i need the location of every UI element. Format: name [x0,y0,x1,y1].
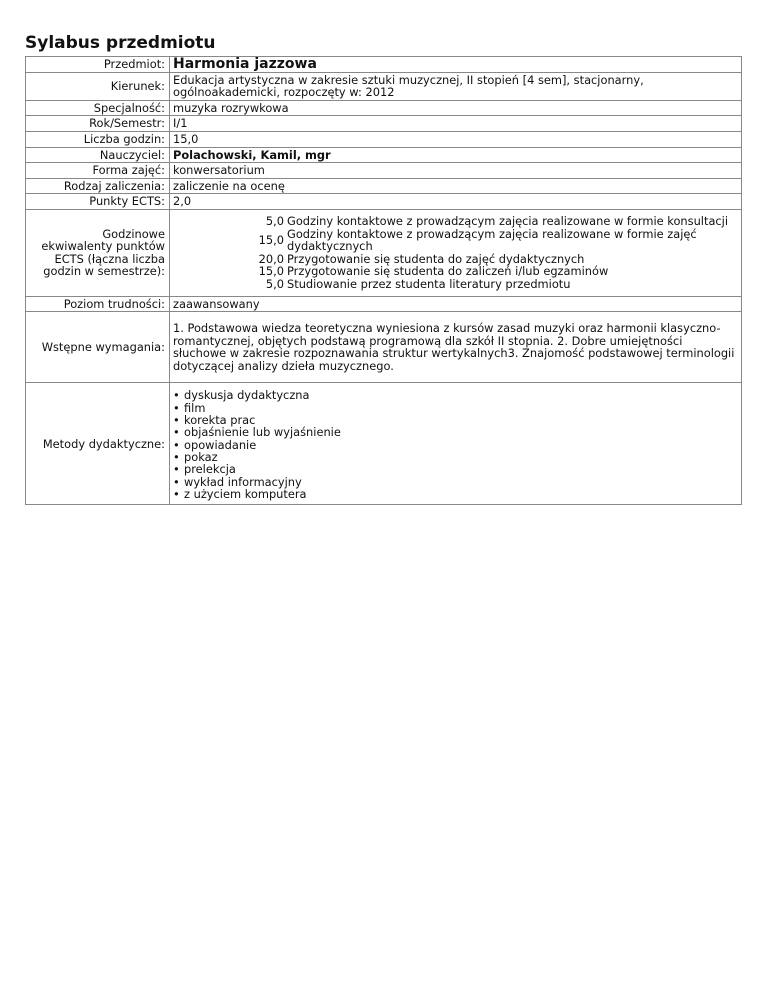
row-punkty-ects [26,194,742,210]
row-liczba-godzin [26,131,742,147]
hours-description: Godziny kontaktowe z prowadzącym zajęcia realizowane w formie zajęć dydaktycznych [287,226,697,254]
list-item: • z użyciem komputera [173,488,737,500]
list-item: • wykład informacyjny [173,476,737,488]
page-title: Sylabus przedmiotu [25,33,216,53]
value-przedmiot: Harmonia jazzowa [170,57,742,73]
row-specjalnosc [26,100,742,116]
hours-description: Studiowanie przez studenta literatury przedmiotu [287,276,571,291]
hours-description: Godziny kontaktowe z prowadzącym zajęcia realizowane w formie konsultacji [287,213,729,228]
list-item: • korekta prac [173,414,737,426]
label-poziom-trudnosci: Poziom trudności: [26,296,170,312]
row-kierunek [26,72,742,100]
value-liczba-godzin: 15,0 [170,131,742,147]
value-rodzaj-zaliczenia: zaliczenie na ocenę [170,178,742,194]
row-przedmiot [26,57,742,73]
list-item: • pokaz [173,451,737,463]
label-metody-dydaktyczne: Metody dydaktyczne: [26,383,170,505]
value-kierunek: Edukacja artystyczna w zakresie sztuki muzycznej, II stopień [4 sem], stacjonarny, ogólnoakademicki, rozpoczęty w: 2012 [170,72,742,100]
row-poziom-trudnosci [26,296,742,312]
row-forma-zajec [26,163,742,179]
row-rodzaj-zaliczenia [26,178,742,194]
row-nauczyciel [26,147,742,163]
hours-description: Przygotowanie się studenta do zajęć dydaktycznych [287,251,585,266]
label-przedmiot: Przedmiot: [26,57,170,73]
list-item: • film [173,402,737,414]
label-specjalnosc: Specjalność: [26,100,170,116]
value-metody-dydaktyczne [170,383,742,505]
value-godzinowe-ekwiwalenty [170,209,742,296]
hours-value: 15,0 [258,232,284,247]
label-rodzaj-zaliczenia: Rodzaj zaliczenia: [26,178,170,194]
row-rok-semestr [26,116,742,132]
value-specjalnosc: muzyka rozrywkowa [170,100,742,116]
list-item: • dyskusja dydaktyczna [173,389,737,401]
row-wstepne-wymagania [26,312,742,383]
label-kierunek: Kierunek: [26,72,170,100]
row-metody-dydaktyczne [26,383,742,505]
label-wstepne-wymagania: Wstępne wymagania: [26,312,170,383]
hours-row [173,278,737,291]
list-item: • opowiadanie [173,439,737,451]
label-punkty-ects: Punkty ECTS: [26,194,170,210]
methods-list [173,389,737,500]
list-item: • objaśnienie lub wyjaśnienie [173,426,737,438]
value-poziom-trudnosci: zaawansowany [170,296,742,312]
hours-value: 15,0 [258,264,284,279]
hours-breakdown [173,215,737,291]
row-godzinowe-ekwiwalenty [26,209,742,296]
value-wstepne-wymagania: 1. Podstawowa wiedza teoretyczna wyniesiona z kursów zasad muzyki oraz harmonii klasyczno-romantycznej, objętych podstawą programową dla szkół II stopnia. 2. Dobre umiejętności słuchowe w zakresie rozpoznawania struktur wertykalnych3. Znajomość podstawowej terminologii dotyczącej analizy dzieła muzycznego. [170,312,742,383]
hours-value: 5,0 [265,276,284,291]
hours-value: 5,0 [265,213,284,228]
value-punkty-ects: 2,0 [170,194,742,210]
value-nauczyciel: Polachowski, Kamil, mgr [170,147,742,163]
label-forma-zajec: Forma zajęć: [26,163,170,179]
label-godzinowe-ekwiwalenty: Godzinowe ekwiwalenty punktów ECTS (łączna liczba godzin w semestrze): [26,209,170,296]
label-nauczyciel: Nauczyciel: [26,147,170,163]
list-item: • prelekcja [173,463,737,475]
hours-row [173,228,737,253]
syllabus-table [25,56,742,505]
hours-value: 20,0 [258,251,284,266]
label-liczba-godzin: Liczba godzin: [26,131,170,147]
label-rok-semestr: Rok/Semestr: [26,116,170,132]
value-forma-zajec: konwersatorium [170,163,742,179]
value-rok-semestr: I/1 [170,116,742,132]
hours-row [173,215,737,228]
hours-description: Przygotowanie się studenta do zaliczeń i/lub egzaminów [287,264,609,279]
